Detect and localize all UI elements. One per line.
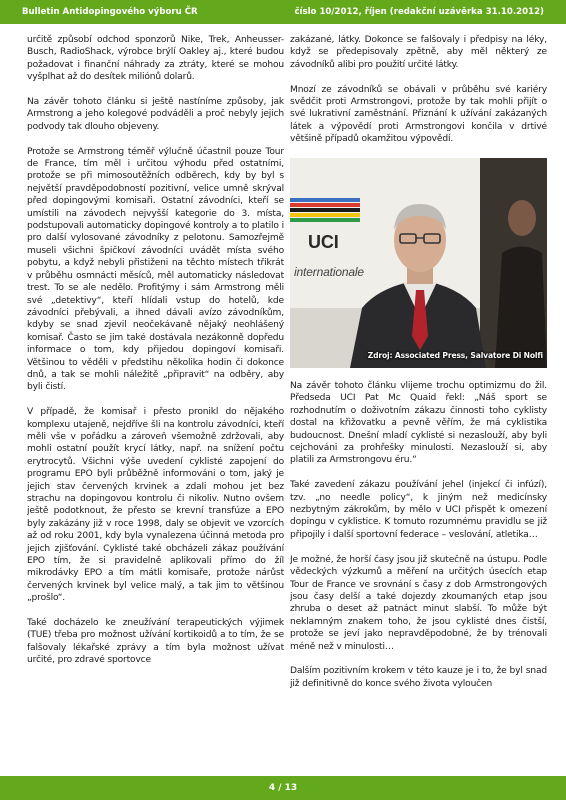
paragraph: Dalším pozitivním krokem v této kauze je i to, že byl snad již definitivně do konce svého života vyloučen xyxy=(290,666,547,689)
page-footer xyxy=(0,776,566,800)
page-header xyxy=(0,0,566,24)
paragraph: určitě způsobí odchod sponzorů Nike, Trek, Anheusser-Busch, RadioShack, výrobce brýlí Oakley aj., které budou požadovat i finanční náhrady za ztráty, které se mohou vyšplhat až do desítek miliónů dolarů. xyxy=(27,35,284,83)
paragraph: Protože se Armstrong téměř výlučně účastnil pouze Tour de France, tím měl i určitou výhodu před ostatními, protože se při mimosoutěžních odběrech, kdy by byl s největší pravděpodobností pozitivní, velice umně skrýval před dopingovými komisaři. Ostatní závodníci, kteří se umístili na závodech nejvyšší kategorie do 3. místa, podstupovali automaticky dopingové kontroly a to platilo i pro další vylosované závodníky z pelotonu. Samozřejmě museli všichni špičkoví závodníci uvádět místa svého pobytu, a když nebyli přistiženi na těchto místech třikrát v průběhu osmnácti měsíců, měl automaticky následovat trest. To se ale nedělo. Profitýmy i sám Armstrong měli své „detektivy“, kteří hlídali vstup do hotelů, kde závodníci přebývali, a ihned dávali avízo závodníkům, kdyby se snad zjevil neočekávaně nějaký neohlášený komisař. Často se jim také dostávala nezákonně dopředu informace o tom, kdy přijedou dopingoví komisaři. Většinou to věděli v předstihu několika hodin či dokonce dnů, a tak se mohli náležitě „připravit“ na odběry, aby byli čistí. xyxy=(27,146,284,393)
photo-pat-mcquaid xyxy=(290,158,547,368)
left-column xyxy=(27,34,284,770)
paragraph: Také docházelo ke zneužívání terapeutických výjimek (TUE) třeba pro možnost užívání kortikoidů a to tím, že se falšovaly lékařské zprávy a tím byla možnost užívat určité, pro zdravé sportovce xyxy=(27,618,284,666)
paragraph: Na závěr tohoto článku vlijeme trochu optimizmu do žil. Předseda UCI Pat Mc Quaid řekl: „Náš sport se rozhodnutím o doživotním zákazu činnosti toho cyklisty dostal na křižovatku a pevně věřím, že má cyklistika budoucnost. Dnešní mladí cyklisté si nezaslouží, aby byli cejchováni za prohřešky minulosti. Nezaslouží si, aby platili za Armstrongovu éru.“ xyxy=(290,381,547,466)
issue-info: číslo 10/2012, říjen (redakční uzávěrka 31.10.2012) xyxy=(294,7,544,17)
uci-logo-text: UCI xyxy=(308,232,339,253)
paragraph: V případě, že komisař i přesto pronikl do nějakého komplexu utajeně, nejdříve šli na kontrolu závodníci, kteří měli vše v pořádku a zároveň všemožně zdržovali, aby mohli ostatní použít krycí látky, např. na snížení počtu erytrocytů. Všichni výše uvedení cyklisté zapojení do programu EPO byli průběžně informováni o tom, jaký je jejich stav červených krvinek a zdali mohou jet bez strachu na dopingovou kontrolu či nikoliv. Nutno ovšem ještě podotknout, že přesto se krevní transfúze a EPO byly zakázány již v roce 1998, daly se objevit ve vzorcích až od roku 2001, kdy byla vynalezena účinná metoda pro jejich zjišťování. Cyklisté také obcházeli zákaz používání EPO tím, že si pravidelně aplikovali přímo do žíl mikrodávky EPO a tím mátli komisaře, protože nárůst červených krvinek byl velice malý, a tak jim to většinou „prošlo“. xyxy=(27,407,284,604)
right-column xyxy=(290,34,547,770)
paragraph: Na závěr tohoto článku si ještě nastíníme způsoby, jak Armstrong a jeho kolegové podváděli a proč nebyly jejich podvody tak dlouho objeveny. xyxy=(27,97,284,132)
paragraph: Mnozí ze závodníků se obávali v průběhu své kariéry svědčit proti Armstrongovi, protože by tak mohli přijít o své lukrativní zaměstnání. Přiznání k užívání zakázaných látek a výpovědí proti Armstrongovi končila v drtivé většině případů okamžitou výpovědí. xyxy=(290,84,547,145)
paragraph: Je možné, že horší časy jsou již skutečně na ústupu. Podle vědeckých výzkumů a měření na určitých úsecích etap Tour de France ve srovnání s časy z dob Armstrongových jsou časy delší a také dojezdy zkoumaných etap jsou zhruba o deset až patnáct minut slabší. To může být neklamným znakem toho, že jsou cyklisté dnes čistší, protože se jeví jako nepravděpodobné, že by trénovali méně než v minulosti… xyxy=(290,554,547,652)
photo-caption: Zdroj: Associated Press, Salvatore Di Nolfi xyxy=(367,350,543,360)
paragraph: zakázané, látky. Dokonce se falšovaly i předpisy na léky, když se předepisovaly zpětně, aby měl některý ze závodníků alibi pro použití určité látky. xyxy=(290,35,547,70)
backdrop-text: internationale xyxy=(294,265,364,280)
paragraph: Také zavedení zákazu používání jehel (injekcí či infúzí), tzv. „no needle policy“, k jiným než medicínsky nezbytným zákrokům, by mělo v UCI přispět k omezení dopingu v cyklistice. K tomuto rozumnému pravidlu se již připojily i další sportovní federace – veslování, atletika… xyxy=(290,480,547,540)
bulletin-title: Bulletin Antidopingového výboru ČR xyxy=(22,7,198,17)
page-number: 4 / 13 xyxy=(268,783,298,793)
photo-illustration xyxy=(290,158,547,368)
